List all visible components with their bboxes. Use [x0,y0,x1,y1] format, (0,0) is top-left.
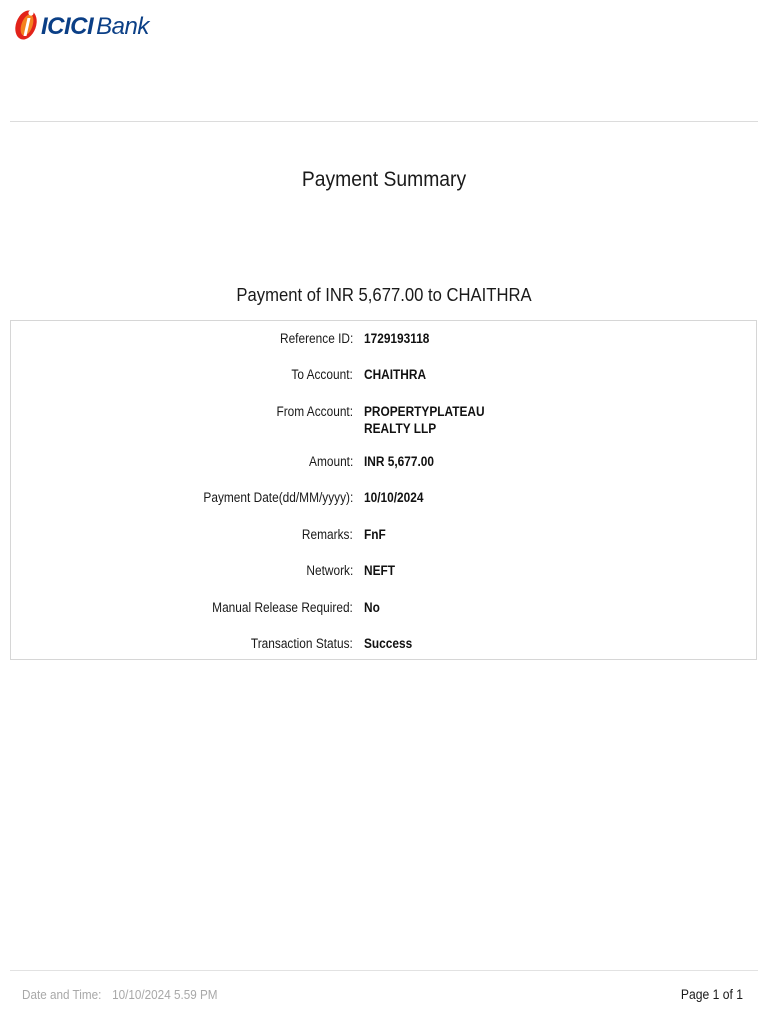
footer-datetime-label: Date and Time: [22,987,102,1002]
detail-label: Transaction Status: [251,636,353,651]
page-title: Payment Summary [301,168,467,191]
detail-label: Payment Date(dd/MM/yyyy): [203,490,353,505]
detail-label: From Account: [276,404,353,419]
logo-brand-name: ICICI [41,13,94,40]
footer-datetime [22,987,218,1002]
detail-value-line-2: REALTY LLP [364,421,437,436]
footer-page-number: Page 1 of 1 [680,987,743,1002]
detail-label: Network: [306,563,353,578]
detail-value: 1729193118 [364,331,430,346]
detail-label: Remarks: [302,527,353,542]
detail-value: INR 5,677.00 [364,454,435,469]
detail-value: NEFT [364,563,396,578]
detail-value: CHAITHRA [364,367,427,382]
footer-divider [10,970,758,971]
detail-value: 10/10/2024 [364,490,424,505]
footer-datetime-value: 10/10/2024 5.59 PM [112,987,218,1002]
payment-heading: Payment of INR 5,677.00 to CHAITHRA [236,284,532,305]
detail-label: Amount: [308,454,353,469]
detail-label: Manual Release Required: [212,600,353,615]
detail-value-line-1: PROPERTYPLATEAU [364,404,485,419]
icici-bank-logo [12,4,149,44]
logo-wordmark [41,13,149,41]
detail-value: FnF [364,527,386,542]
logo-brand-suffix: Bank [96,13,149,40]
payment-details-box [10,320,757,660]
detail-value: Success [364,636,413,651]
detail-label: To Account: [291,367,353,382]
header-divider [10,121,758,122]
detail-value: No [364,600,380,615]
detail-label: Reference ID: [279,331,353,346]
icici-logo-mark-icon [12,5,40,43]
detail-value [364,403,485,437]
